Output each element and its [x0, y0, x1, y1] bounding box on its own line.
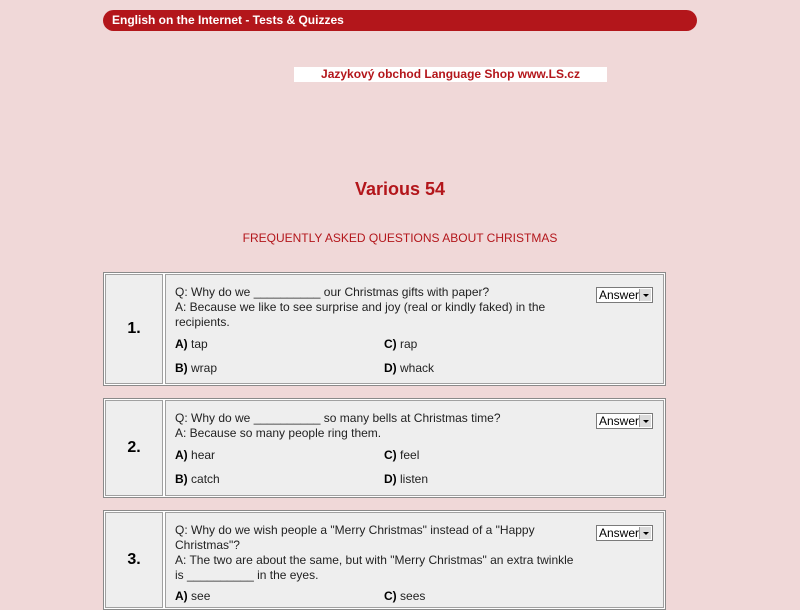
question-number: 1. [105, 274, 163, 384]
question-body [165, 274, 664, 384]
option-b[interactable]: B) catch [175, 472, 220, 486]
option-d[interactable]: D) whack [384, 361, 435, 375]
site-header-bar [103, 10, 697, 31]
answer-select-label: Answer [599, 414, 640, 428]
option-a[interactable]: A) tap [175, 337, 208, 351]
question-body [165, 400, 664, 496]
answer-select-label: Answer [599, 526, 640, 540]
question-card-1 [103, 272, 666, 386]
answer-line: is __________ in the eyes. [175, 568, 319, 582]
question-line: Q: Why do we __________ our Christmas gifts with paper? [175, 285, 490, 299]
question-card-3 [103, 510, 666, 610]
chevron-down-icon [639, 415, 651, 427]
answer-select-label: Answer [599, 288, 640, 302]
question-text [175, 285, 575, 330]
answer-line: A: Because we like to see surprise and joy (real or kindly faked) in the [175, 300, 546, 314]
option-a[interactable]: A) hear [175, 448, 216, 462]
question-text [175, 411, 575, 441]
answer-select[interactable] [596, 413, 653, 429]
language-shop-link[interactable]: Jazykový obchod Language Shop www.LS.cz [294, 67, 607, 82]
question-line: Q: Why do we __________ so many bells at Christmas time? [175, 411, 501, 425]
option-a[interactable]: A) see [175, 589, 211, 603]
chevron-down-icon [639, 289, 651, 301]
page-title: Various 54 [354, 179, 446, 199]
page-subtitle: FREQUENTLY ASKED QUESTIONS ABOUT CHRISTMAS [242, 231, 558, 245]
option-c[interactable]: C) sees [384, 589, 426, 603]
answer-select[interactable] [596, 287, 653, 303]
answer-line: A: The two are about the same, but with "Merry Christmas" an extra twinkle [175, 553, 574, 567]
question-body [165, 512, 664, 608]
answer-line: A: Because so many people ring them. [175, 426, 382, 440]
question-number: 2. [105, 400, 163, 496]
option-b[interactable]: B) wrap [175, 361, 218, 375]
option-d[interactable]: D) listen [384, 472, 429, 486]
question-text [175, 523, 575, 583]
question-number: 3. [105, 512, 163, 608]
answer-line: recipients. [175, 315, 230, 329]
chevron-down-icon [639, 527, 651, 539]
question-line: Q: Why do we wish people a "Merry Christmas" instead of a "Happy [175, 523, 535, 537]
option-c[interactable]: C) feel [384, 448, 420, 462]
option-c[interactable]: C) rap [384, 337, 418, 351]
question-card-2 [103, 398, 666, 498]
question-line: Christmas"? [175, 538, 240, 552]
answer-select[interactable] [596, 525, 653, 541]
site-header-title: English on the Internet - Tests & Quizzes [112, 13, 344, 27]
